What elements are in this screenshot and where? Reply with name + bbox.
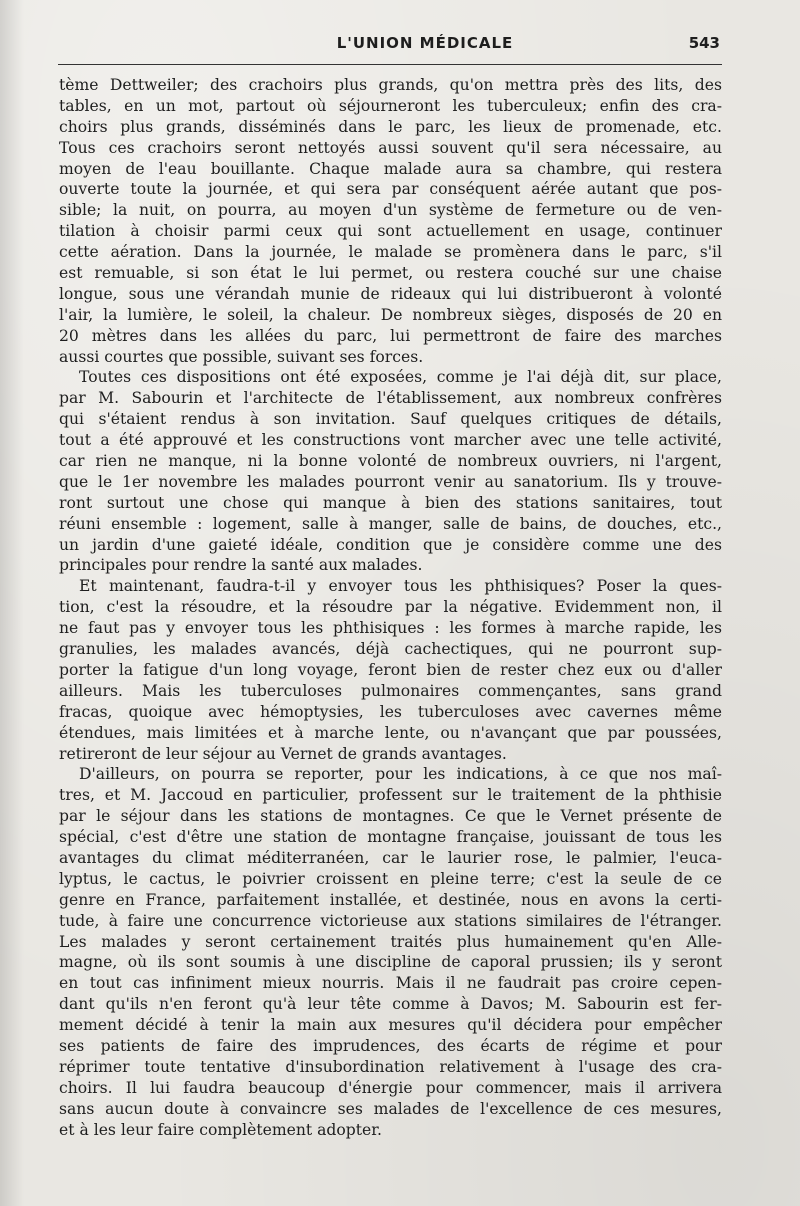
text-line: mement décidé à tenir la main aux mesures qu'il décidera pour empêcher [59, 1016, 722, 1035]
text-line: choirs plus grands, disséminés dans le parc, les lieux de promenade, etc. [59, 117, 722, 136]
text-line: tème Dettweiler; des crachoirs plus grands, qu'on mettra près des lits, des [59, 76, 722, 94]
text-line: spécial, c'est d'être une station de montagne française, jouissant de tous les [59, 828, 722, 847]
text-line: car rien ne manque, ni la bonne volonté de nombreux ouvriers, ni l'argent, [59, 452, 722, 471]
binding-shadow [0, 0, 24, 1206]
text-line: est remuable, si son état le lui permet, ou restera couché sur une chaise [59, 264, 722, 283]
text-line: l'air, la lumière, le soleil, la chaleur. De nombreux sièges, disposés de 20 en [59, 305, 722, 324]
text-line: sans aucun doute à convaincre ses malades de l'excellence de ces mesures, [59, 1099, 722, 1118]
text-line: dant qu'ils n'en feront qu'à leur tête comme à Davos; M. Sabourin est fer- [59, 995, 722, 1014]
text-line: tout a été approuvé et les constructions vont marcher avec une telle activité, [59, 431, 722, 450]
text-line: réuni ensemble : logement, salle à manger, salle de bains, de douches, etc., [59, 514, 722, 533]
text-line: porter la fatigue d'un long voyage, feront bien de rester chez eux ou d'aller [59, 660, 722, 679]
text-line: par le séjour dans les stations de montagnes. Ce que le Vernet présente de [59, 807, 722, 826]
text-line: fracas, quoique avec hémoptysies, les tuberculoses avec cavernes même [59, 702, 722, 721]
text-line: étendues, mais limitées et à marche lente, ou n'avançant que par poussées, [59, 723, 722, 742]
journal-title: L'UNION MÉDICALE [336, 34, 514, 52]
text-line: ront surtout une chose qui manque à bien des stations sanitaires, tout [59, 493, 722, 512]
text-line: Et maintenant, faudra-t-il y envoyer tous les phthisiques? Poser la ques- [79, 577, 722, 596]
text-line: retireront de leur séjour au Vernet de grands avantages. [59, 744, 507, 763]
text-line: que le 1er novembre les malades pourront venir au sanatorium. Ils y trouve- [59, 472, 722, 491]
text-line: aussi courtes que possible, suivant ses forces. [59, 347, 424, 366]
text-line: Toutes ces dispositions ont été exposées, comme je l'ai déjà dit, sur place, [79, 368, 722, 387]
paragraph-2 [59, 367, 722, 576]
text-line: lyptus, le cactus, le poivrier croissent en pleine terre; c'est la seule de ce [59, 869, 722, 888]
running-head [60, 34, 720, 56]
text-line: principales pour rendre la santé aux malades. [59, 556, 423, 575]
text-line: Les malades y seront certainement traités plus humainement qu'en Alle- [59, 932, 722, 951]
paragraph-3 [59, 576, 722, 764]
text-line: ailleurs. Mais les tuberculoses pulmonaires commençantes, sans grand [59, 681, 722, 700]
text-line: un jardin d'une gaieté idéale, condition que je considère comme une des [59, 535, 722, 554]
text-line: choirs. Il lui faudra beaucoup d'énergie pour commencer, mais il arrivera [59, 1078, 722, 1097]
text-line: et à les leur faire complètement adopter. [59, 1120, 382, 1139]
text-line: ses patients de faire des imprudences, des écarts de régime et pour [59, 1036, 722, 1055]
text-line: tude, à faire une concurrence victorieuse aux stations similaires de l'étranger. [59, 911, 722, 930]
text-line: D'ailleurs, on pourra se reporter, pour les indications, à ce que nos maî- [79, 765, 722, 784]
text-line: moyen de l'eau bouillante. Chaque malade aura sa chambre, qui restera [59, 159, 722, 178]
text-line: 20 mètres dans les allées du parc, lui permettront de faire des marches [59, 326, 722, 345]
text-line: granulies, les malades avancés, déjà cachectiques, qui ne pourront sup- [59, 640, 722, 659]
header-rule [58, 64, 722, 65]
paragraph-1 [59, 75, 722, 367]
text-line: ouverte toute la journée, et qui sera par conséquent aérée autant que pos- [59, 180, 722, 199]
text-line: Tous ces crachoirs seront nettoyés aussi souvent qu'il sera nécessaire, au [59, 138, 722, 157]
text-line: genre en France, parfaitement installée, et destinée, nous en avons la certi- [59, 890, 722, 909]
text-line: par M. Sabourin et l'architecte de l'établissement, aux nombreux confrères [59, 389, 722, 408]
text-line: ne faut pas y envoyer tous les phthisiques : les formes à marche rapide, les [59, 619, 722, 638]
text-line: tion, c'est la résoudre, et la résoudre par la négative. Evidemment non, il [59, 598, 722, 617]
text-line: magne, où ils sont soumis à une discipline de caporal prussien; ils y seront [59, 953, 722, 972]
page-number: 543 [688, 34, 720, 52]
text-line: cette aération. Dans la journée, le malade se promènera dans le parc, s'il [59, 243, 722, 262]
text-line: longue, sous une vérandah munie de rideaux qui lui distribueront à volonté [59, 284, 722, 303]
text-line: tilation à choisir parmi ceux qui sont actuellement en usage, continuer [59, 222, 722, 241]
paragraph-4 [59, 764, 722, 1140]
text-line: qui s'étaient rendus à son invitation. Sauf quelques critiques de détails, [59, 410, 722, 429]
text-line: tres, et M. Jaccoud en particulier, professent sur le traitement de la phthisie [59, 786, 722, 805]
text-line: avantages du climat méditerranéen, car le laurier rose, le palmier, l'euca- [59, 848, 722, 867]
text-line: tables, en un mot, partout où séjourneront les tuberculeux; enfin des cra- [59, 96, 722, 115]
article-body [59, 75, 722, 1140]
text-line: réprimer toute tentative d'insubordination relativement à l'usage des cra- [59, 1057, 722, 1076]
text-line: en tout cas infiniment mieux nourris. Mais il ne faudrait pas croire cepen- [59, 974, 722, 993]
text-line: sible; la nuit, on pourra, au moyen d'un système de fermeture ou de ven- [59, 201, 722, 220]
